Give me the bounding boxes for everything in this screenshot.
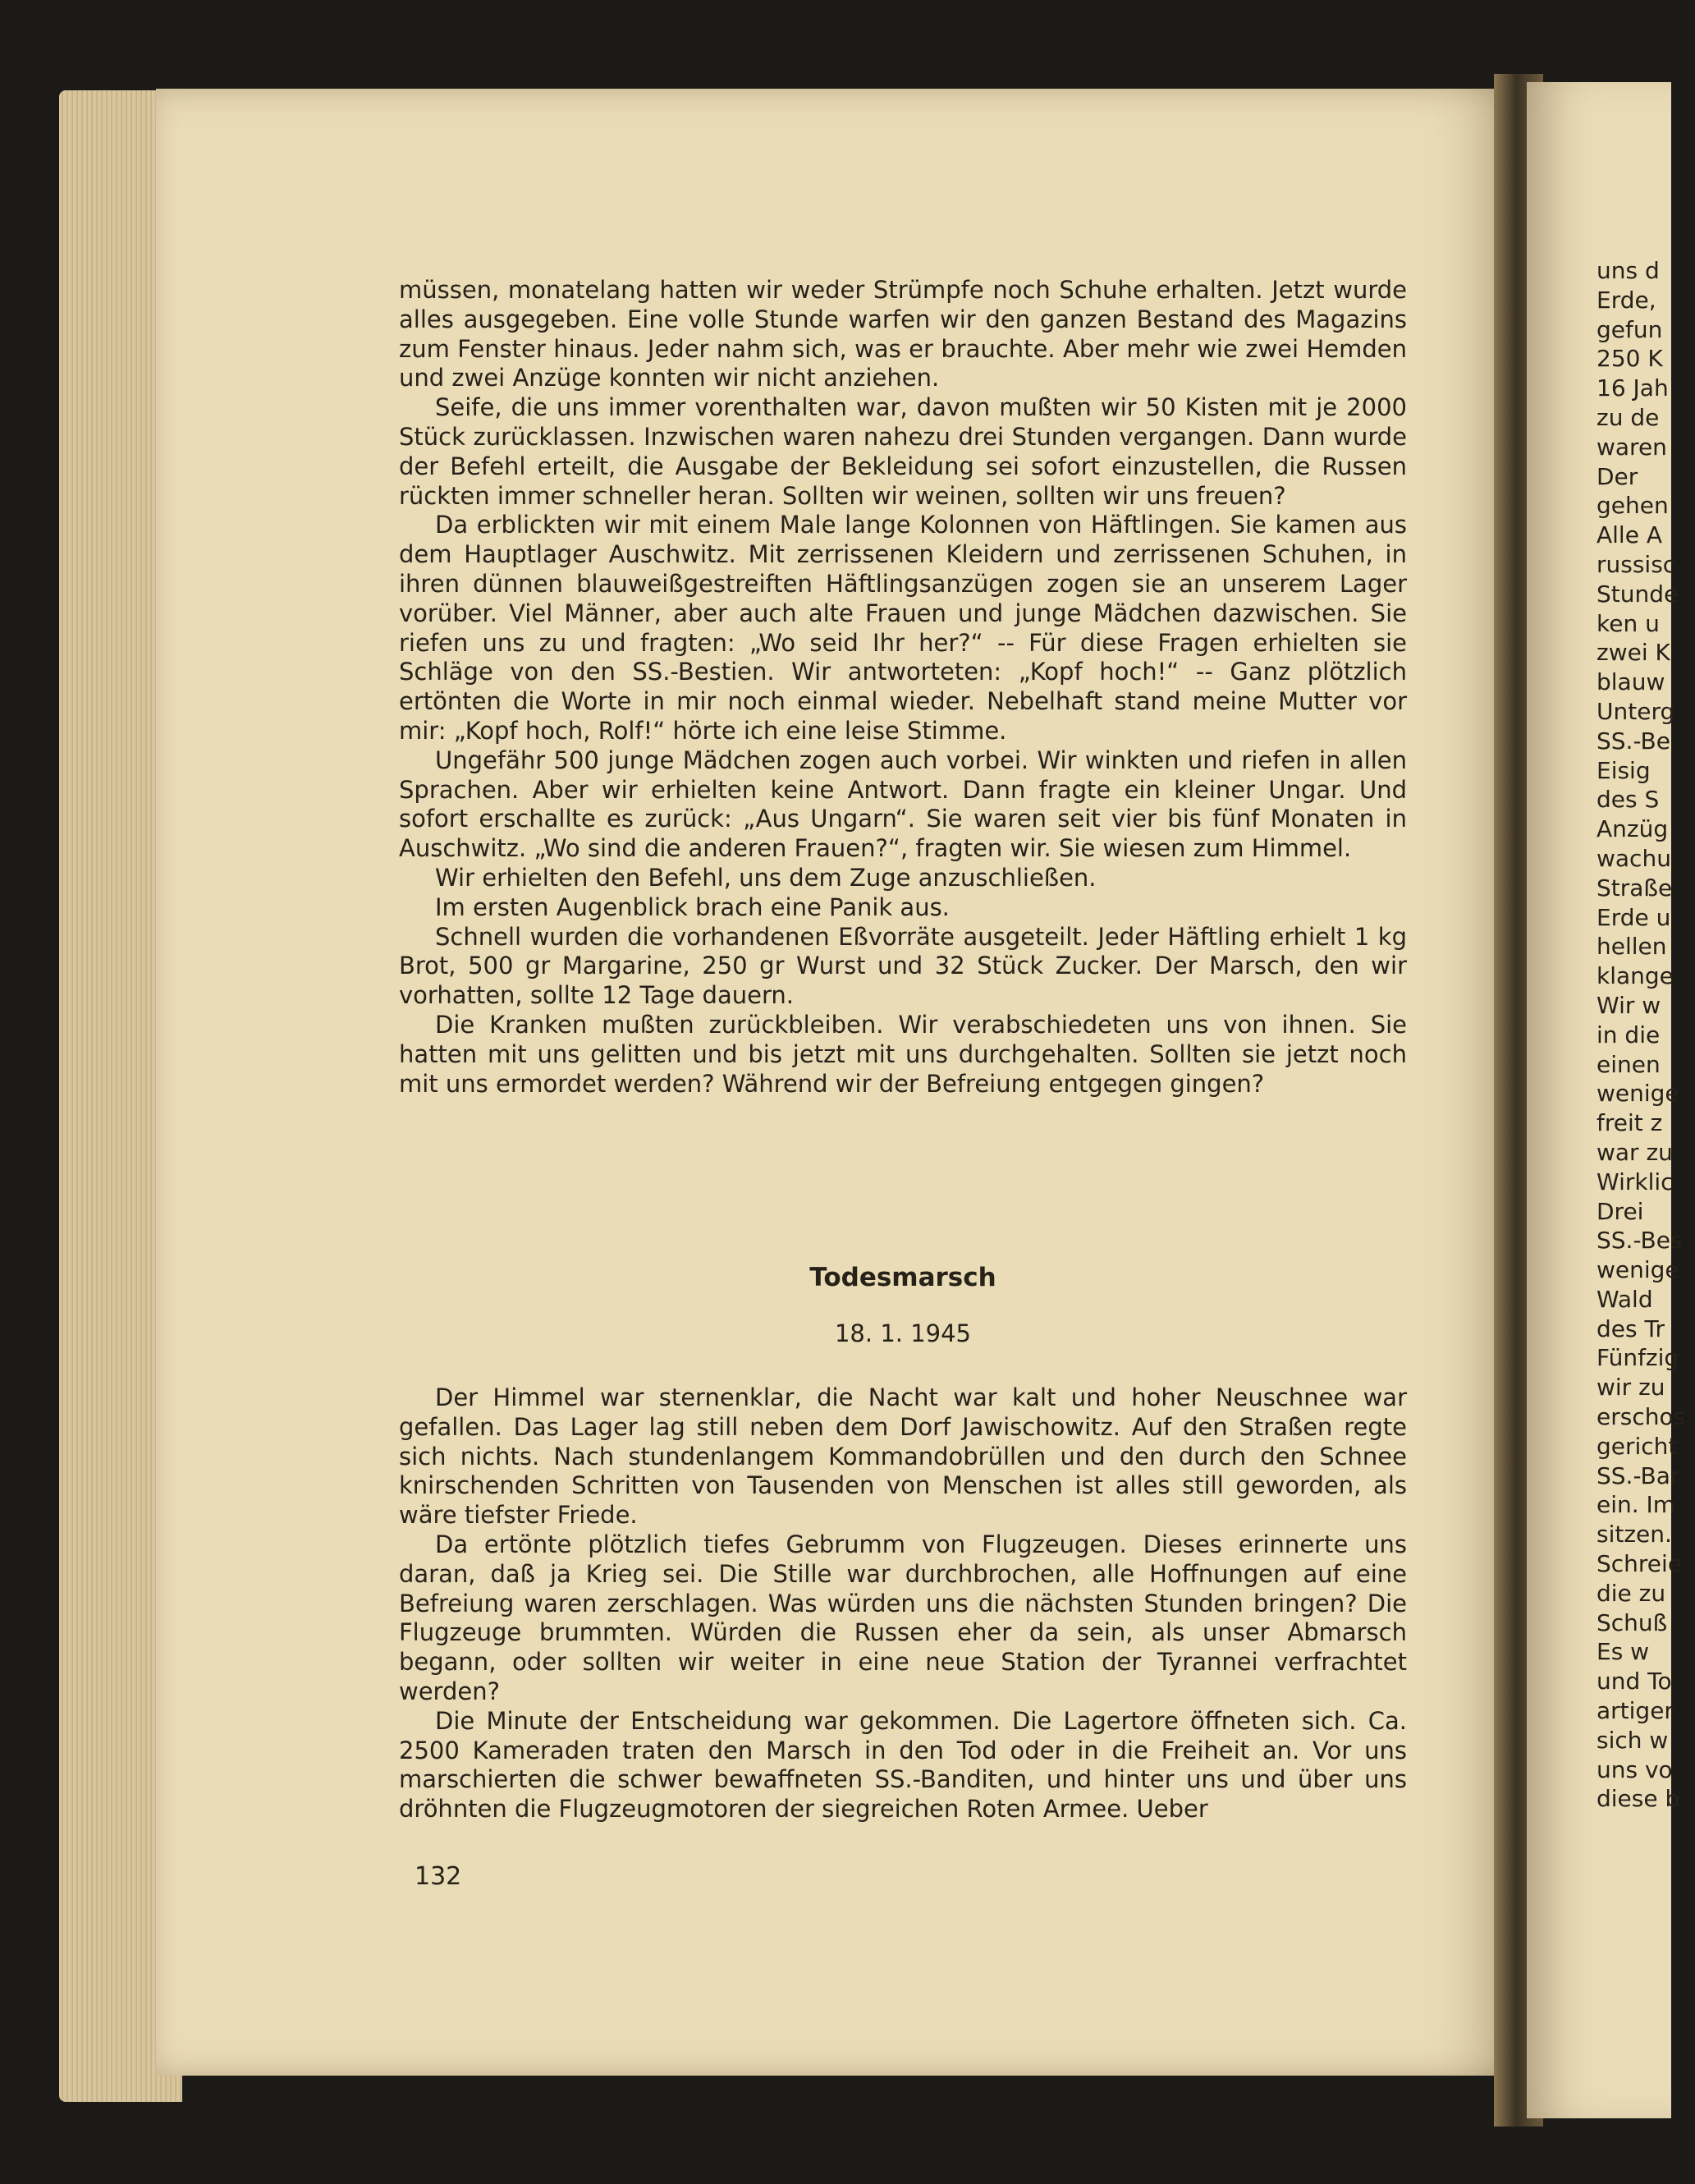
paragraph: müssen, monatelang hatten wir weder Strümpfe noch Schuhe erhalten. Jetzt wurde alles ausgegeben. Eine volle Stunde warfen wir den ganzen Bestand des Magazins zum Fenster hinaus. Jeder nahm sich, was er brauchte. Aber mehr wie zwei Hemden und zwei Anzüge konnten wir nicht anziehen.: [399, 276, 1407, 392]
paragraph: Im ersten Augenblick brach eine Panik aus.: [435, 892, 950, 921]
right-page-line: 16 Jah: [1597, 374, 1669, 402]
right-page-line: Wir w: [1597, 991, 1661, 1019]
right-page-line: Schreie: [1597, 1550, 1683, 1578]
right-page-line: SS.-Be: [1597, 727, 1670, 755]
paragraph: Schnell wurden die vorhandenen Eßvorräte ausgeteilt. Jeder Häftling erhielt 1 kg Brot, 500 gr Margarine, 250 gr Wurst und 32 Stück Zucker. Der Marsch, den wir vorhatten, sollte 12 Tage dauern.: [399, 922, 1407, 1010]
right-page-line: gehen: [1597, 492, 1669, 520]
right-page-line: gefun: [1597, 315, 1663, 343]
right-page-line: Straße: [1597, 874, 1673, 902]
right-page-line: in die: [1597, 1021, 1661, 1048]
body-text-bottom: [399, 1383, 1407, 1824]
right-page-line: Wald: [1597, 1285, 1653, 1313]
right-page-line: die zu: [1597, 1579, 1666, 1607]
right-page-line: uns d: [1597, 257, 1660, 284]
right-page-line: freit z: [1597, 1109, 1663, 1137]
paragraph: Die Minute der Entscheidung war gekommen. Die Lagertore öffneten sich. Ca. 2500 Kameraden traten den Marsch in den Tod oder in die Freiheit an. Vor uns marschierten die schwer bewaffneten SS.-Banditen, und hinter uns und über uns dröhnten die Flugzeugmotoren der siegreichen Roten Armee. Ueber: [399, 1706, 1407, 1824]
right-page-text: [1597, 256, 1695, 1814]
right-page-line: diese b: [1597, 1785, 1680, 1813]
paragraph: Wir erhielten den Befehl, uns dem Zuge anzuschließen.: [435, 863, 1097, 892]
right-page-line: SS.-Bes: [1597, 1227, 1683, 1255]
right-page-line: wachu: [1597, 844, 1671, 872]
right-page-line: sitzen.: [1597, 1521, 1672, 1549]
right-page-line: ken u: [1597, 609, 1660, 637]
right-page-line: des S: [1597, 786, 1660, 814]
right-page-line: einen: [1597, 1050, 1661, 1078]
right-page-line: Wirklic: [1597, 1168, 1674, 1195]
section-heading: Todesmarsch: [809, 1263, 996, 1292]
paragraph: Da erblickten wir mit einem Male lange Kolonnen von Häftlingen. Sie kamen aus dem Hauptlager Auschwitz. Mit zerrissenen Kleidern und zerrissenen Schuhen, in ihren dünnen blauweißgestreiften Häftlingsanzügen zogen sie an unserem Lager vorüber. Viel Männer, aber auch alte Frauen und junge Mädchen dazwischen. Sie riefen uns zu und fragten: „Wo seid Ihr her?“ -- Für diese Fragen erhielten sie Schläge von den SS.-Bestien. Wir antworteten: „Kopf hoch!“ -- Ganz plötzlich ertönten die Worte in mir noch einmal wieder. Nebelhaft stand meine Mutter vor mir: „Kopf hoch, Rolf!“ hörte ich eine leise Stimme.: [399, 511, 1407, 745]
right-page-line: waren: [1597, 433, 1667, 461]
body-text-top: [399, 276, 1407, 1099]
right-page-line: Eisig: [1597, 756, 1651, 784]
right-page-line: Schuß: [1597, 1608, 1668, 1636]
right-page-line: wenige: [1597, 1256, 1679, 1284]
right-page-line: Erde,: [1597, 286, 1656, 314]
right-page-line: Fünfzig: [1597, 1344, 1679, 1372]
paragraph: Da ertönte plötzlich tiefes Gebrumm von Flugzeugen. Dieses erinnerte uns daran, daß ja Krieg sei. Die Stille war durchbrochen, alle Hoffnungen auf eine Befreiung waren zerschlagen. Was würden uns die nächsten Stunden bringen? Die Flugzeuge brummten. Würden die Russen eher da sein, als unser Abmarsch begann, oder sollten wir weiter in eine neue Station der Tyrannei verfrachtet werden?: [399, 1530, 1407, 1705]
right-page-line: sich w: [1597, 1726, 1669, 1754]
right-page-line: SS.-Bar: [1597, 1461, 1680, 1489]
right-page-line: zwei K: [1597, 639, 1670, 667]
right-page-line: Drei: [1597, 1197, 1644, 1225]
right-page-line: uns vo: [1597, 1755, 1673, 1783]
right-page-line: und To: [1597, 1668, 1672, 1695]
right-page-line: wir zu: [1597, 1374, 1665, 1402]
paragraph: Der Himmel war sternenklar, die Nacht war kalt und hoher Neuschnee war gefallen. Das Lager lag still neben dem Dorf Jawischowitz. Auf den Straßen regte sich nichts. Nach stundenlangem Kommandobrüllen und den durch den Schnee knirschenden Schritten von Tausenden von Menschen ist alles still geworden, als wäre tiefster Friede.: [399, 1383, 1407, 1530]
right-page-line: 250 K: [1597, 345, 1663, 373]
right-page-line: des Tr: [1597, 1315, 1665, 1342]
right-page-line: war zu: [1597, 1138, 1673, 1166]
paragraph: Die Kranken mußten zurückbleiben. Wir verabschiedeten uns von ihnen. Sie hatten mit uns gelitten und bis jetzt mit uns durchgehalten. Sollten sie jetzt noch mit uns ermordet werden? Während wir der Befreiung entgegen gingen?: [399, 1010, 1407, 1098]
page-number: 132: [415, 1862, 462, 1891]
section-date: 18. 1. 1945: [834, 1319, 972, 1347]
right-page-line: Es w: [1597, 1638, 1650, 1666]
right-page-line: russisc: [1597, 550, 1676, 578]
right-page-line: blauw: [1597, 668, 1665, 696]
right-page-line: ein. Im: [1597, 1491, 1676, 1519]
right-page-line: Alle A: [1597, 521, 1662, 549]
right-page-line: artiger: [1597, 1697, 1674, 1725]
right-page-line: Der: [1597, 462, 1638, 490]
right-page-line: Unterg: [1597, 697, 1675, 725]
paragraph: Ungefähr 500 junge Mädchen zogen auch vorbei. Wir winkten und riefen in allen Sprachen. Aber wir erhielten keine Antwort. Dann fragte ein kleiner Ungar. Und sofort erschallte es zurück: „Aus Ungarn“. Sie waren seit vier bis fünf Monaten in Auschwitz. „Wo sind die anderen Frauen?“, fragten wir. Sie wiesen zum Himmel.: [399, 746, 1407, 863]
right-page-line: Erde u: [1597, 903, 1671, 931]
right-page-line: klange: [1597, 962, 1674, 990]
right-page-line: zu de: [1597, 403, 1660, 431]
right-page-line: Stunde: [1597, 580, 1679, 608]
right-page-line: gericht: [1597, 1432, 1678, 1460]
paragraph: Seife, die uns immer vorenthalten war, davon mußten wir 50 Kisten mit je 2000 Stück zurücklassen. Inzwischen waren nahezu drei Stunden vergangen. Dann wurde der Befehl erteilt, die Ausgabe der Bekleidung sei sofort einzustellen, die Russen rückten immer schneller heran. Sollten wir weinen, sollten wir uns freuen?: [399, 393, 1407, 510]
right-page-line: wenige: [1597, 1080, 1679, 1108]
right-page-line: hellen: [1597, 933, 1667, 961]
right-page-line: erschos: [1597, 1403, 1686, 1431]
right-page-line: Anzüg: [1597, 815, 1669, 843]
